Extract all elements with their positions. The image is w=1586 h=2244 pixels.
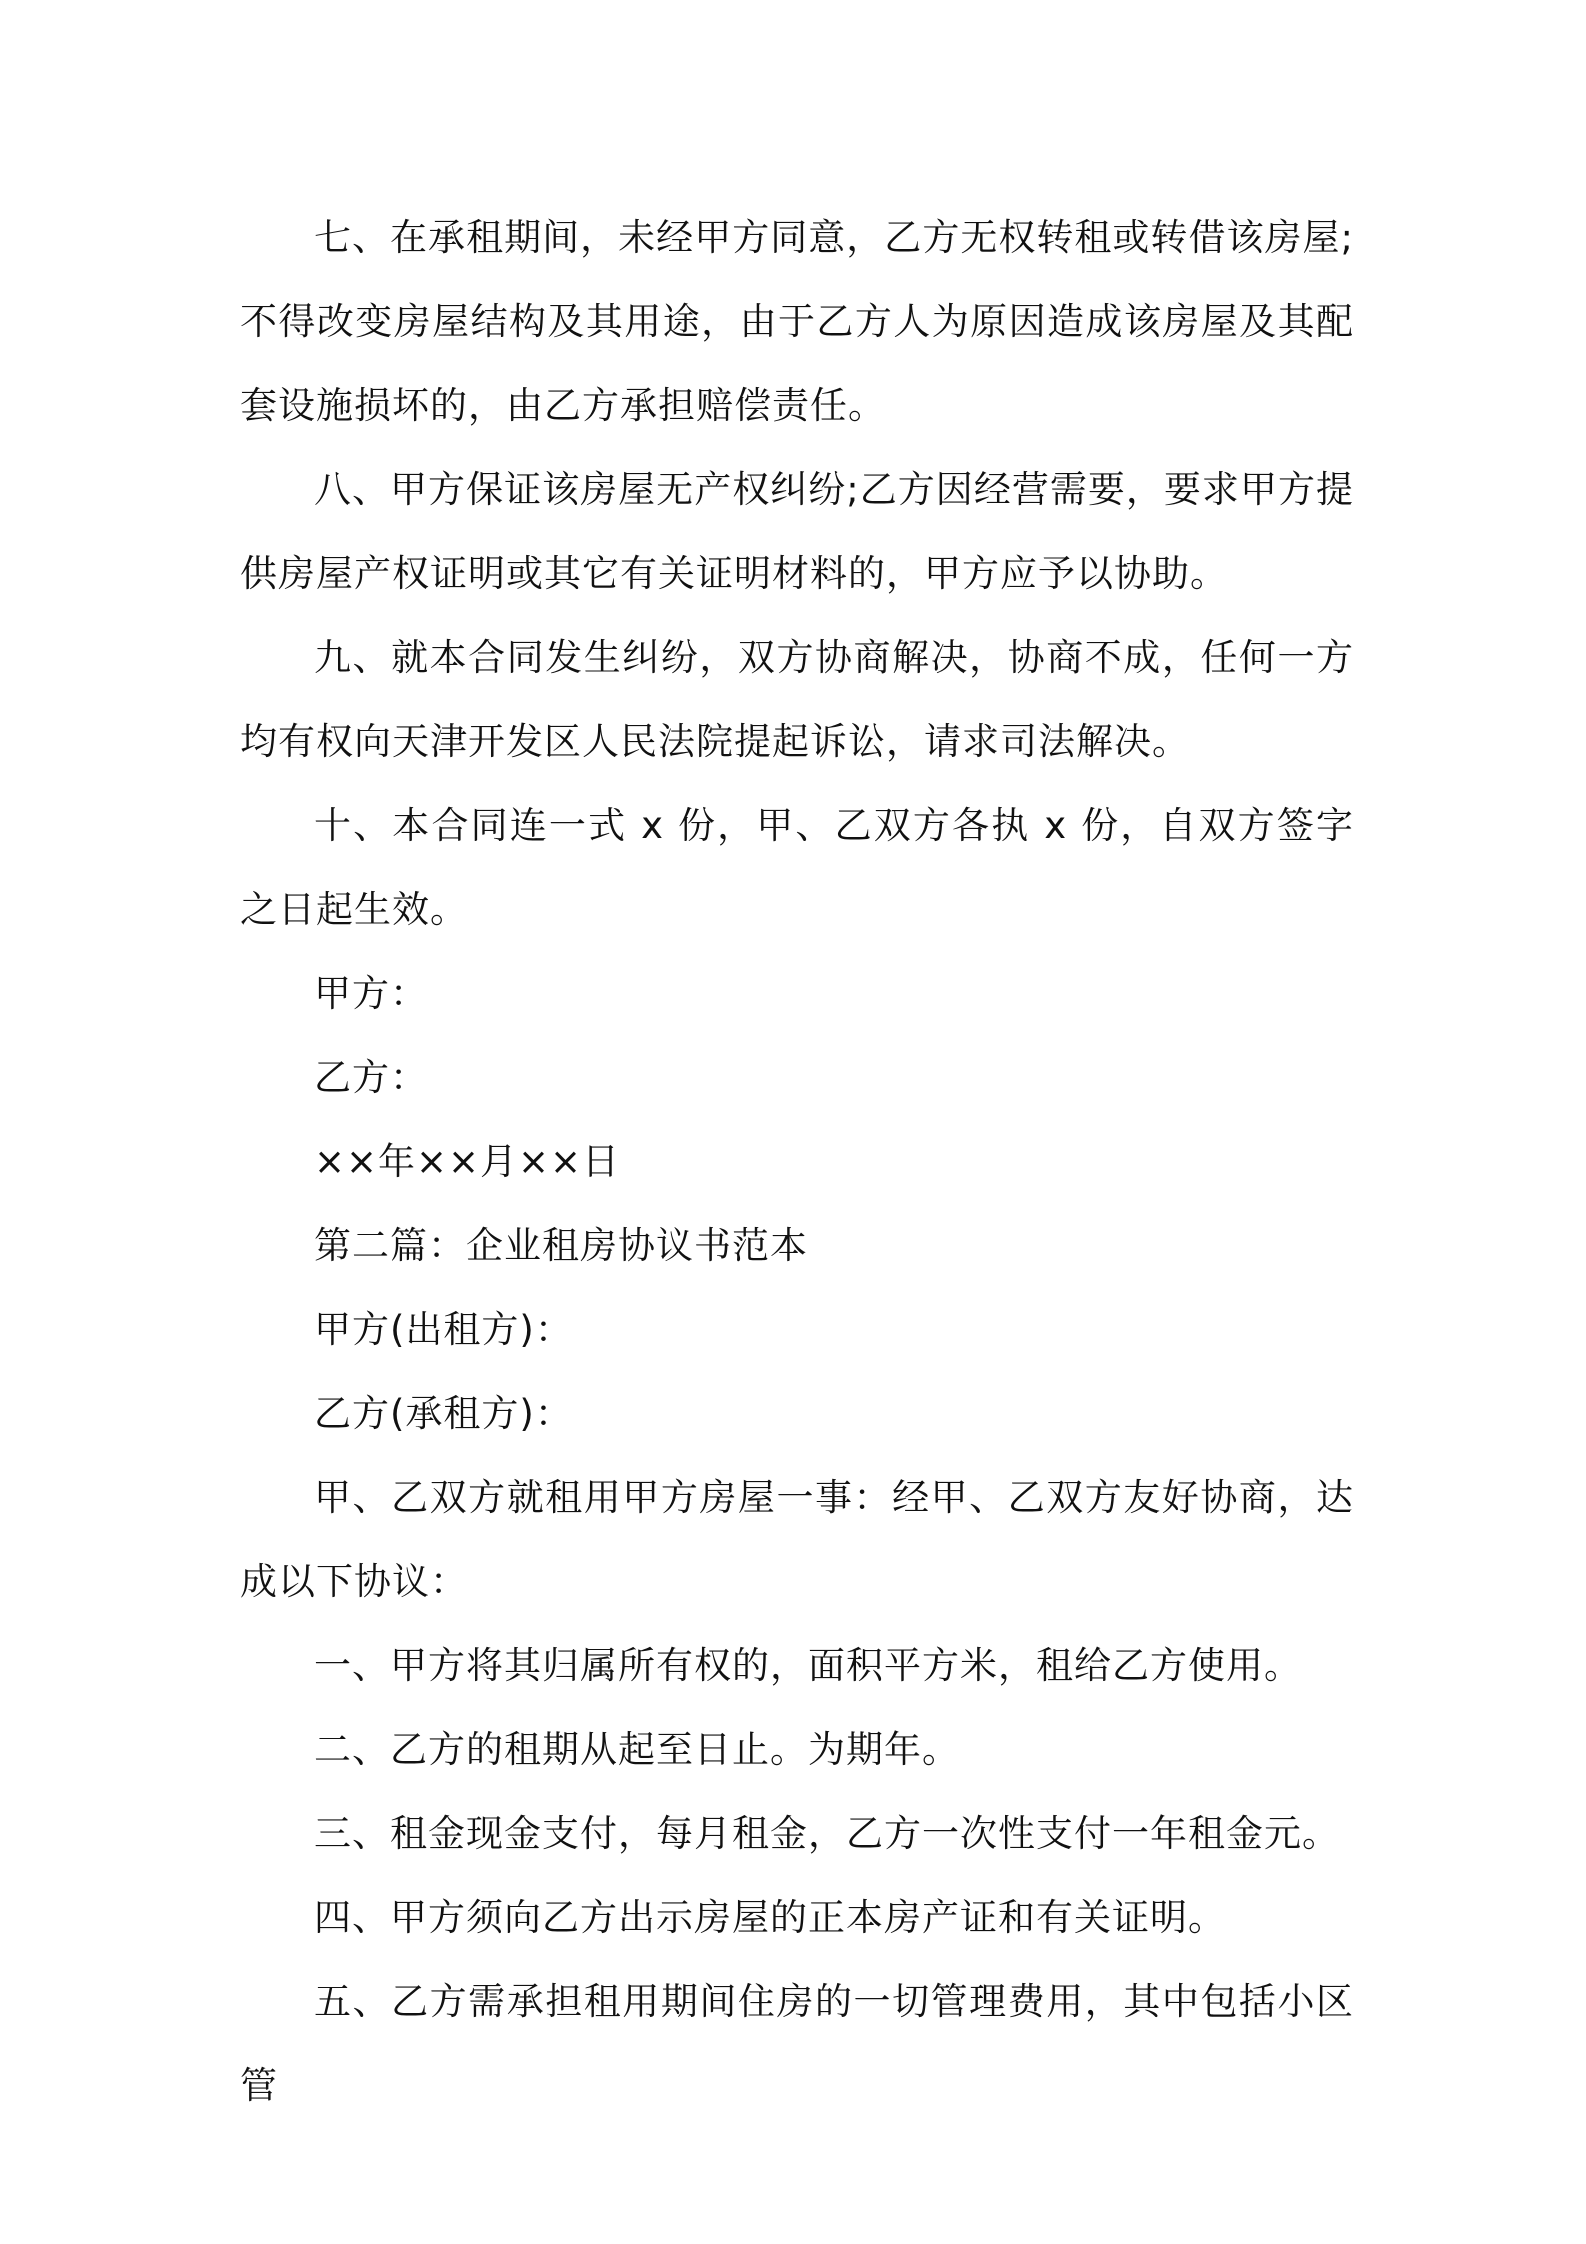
clause-8: 八、甲方保证该房屋无产权纠纷;乙方因经营需要，要求甲方提供房屋产权证明或其它有关证明材料的，甲方应予以协助。: [240, 468, 1354, 595]
term-3: 三、租金现金支付，每月租金，乙方一次性支付一年租金元。: [314, 1812, 1340, 1855]
party-b-signature: 乙方：: [314, 1056, 428, 1099]
term-4: 四、甲方须向乙方出示房屋的正本房产证和有关证明。: [314, 1896, 1226, 1939]
signing-date: ××年××月××日: [314, 1140, 621, 1183]
party-b-lessee: 乙方(承租方)：: [314, 1392, 573, 1435]
term-2: 二、乙方的租期从起至日止。为期年。: [314, 1728, 960, 1771]
clause-7: 七、在承租期间，未经甲方同意，乙方无权转租或转借该房屋;不得改变房屋结构及其用途，由于乙方人为原因造成该房屋及其配套设施损坏的，由乙方承担赔偿责任。: [240, 216, 1354, 427]
section-title: 第二篇：企业租房协议书范本: [314, 1224, 808, 1267]
clause-9: 九、就本合同发生纠纷，双方协商解决，协商不成，任何一方均有权向天津开发区人民法院提起诉讼，请求司法解决。: [240, 636, 1354, 763]
term-5: 五、乙方需承担租用期间住房的一切管理费用，其中包括小区管: [240, 1980, 1354, 2107]
term-1: 一、甲方将其归属所有权的，面积平方米，租给乙方使用。: [314, 1644, 1302, 1687]
document-body: [240, 196, 1354, 2128]
agreement-preamble: 甲、乙双方就租用甲方房屋一事：经甲、乙双方友好协商，达成以下协议：: [240, 1476, 1354, 1603]
party-a-lessor: 甲方(出租方)：: [314, 1308, 573, 1351]
party-a-signature: 甲方：: [314, 972, 428, 1015]
clause-10: 十、本合同连一式 x 份，甲、乙双方各执 x 份，自双方签字之日起生效。: [240, 804, 1354, 931]
